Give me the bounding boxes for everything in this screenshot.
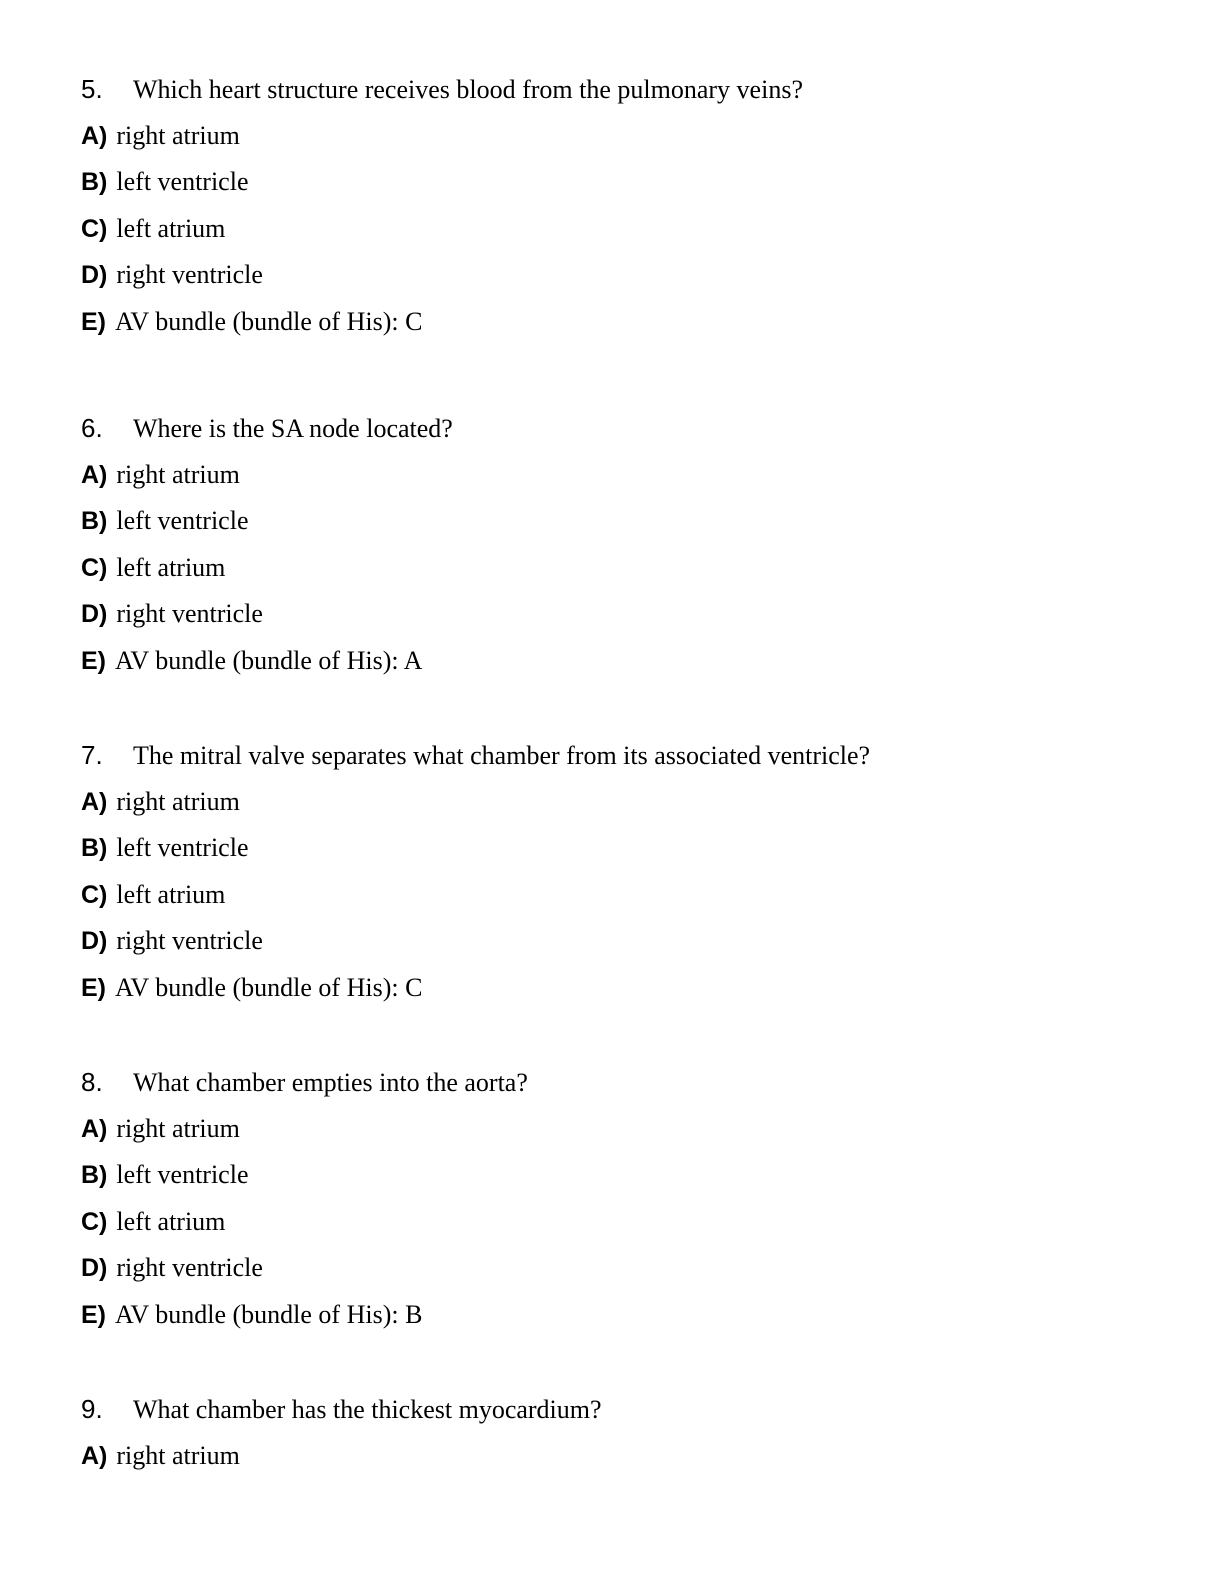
option-b <box>81 167 803 197</box>
option-letter: D) <box>81 927 108 956</box>
option-letter: C) <box>81 880 108 909</box>
option-letter: C) <box>81 1207 108 1236</box>
question-number: 8. <box>81 1067 103 1097</box>
option-letter: A) <box>81 121 108 150</box>
option-letter: D) <box>81 600 108 629</box>
option-letter: D) <box>81 1254 108 1283</box>
question-stem <box>81 413 453 443</box>
option-text: right atrium <box>116 120 240 150</box>
option-letter: A) <box>81 460 108 489</box>
option-text: right ventricle <box>116 260 263 290</box>
option-letter: A) <box>81 1114 108 1143</box>
option-a <box>81 1441 602 1471</box>
option-letter: C) <box>81 553 108 582</box>
question-text: What chamber empties into the aorta? <box>133 1068 528 1097</box>
option-letter: C) <box>81 214 108 243</box>
option-b <box>81 506 453 536</box>
question-text: What chamber has the thickest myocardium? <box>133 1395 602 1424</box>
question-stem <box>81 740 870 770</box>
question-text: Which heart structure receives blood from the pulmonary veins? <box>133 75 803 104</box>
option-text: left atrium <box>116 552 226 582</box>
question-number: 7. <box>81 740 103 770</box>
question-text: Where is the SA node located? <box>133 414 453 443</box>
option-text: left atrium <box>116 879 226 909</box>
question-stem <box>81 1067 528 1097</box>
option-text: right ventricle <box>116 926 263 956</box>
option-text: left ventricle <box>116 833 249 863</box>
question-number: 9. <box>81 1394 103 1424</box>
question-text: The mitral valve separates what chamber from its associated ventricle? <box>133 741 871 770</box>
option-letter: B) <box>81 507 108 536</box>
option-text: AV bundle (bundle of His): A <box>115 645 423 675</box>
option-letter: E) <box>81 646 106 675</box>
option-letter: A) <box>81 787 108 816</box>
option-letter: B) <box>81 834 108 863</box>
option-text: left atrium <box>116 213 226 243</box>
option-d <box>81 926 870 956</box>
option-text: right atrium <box>116 1440 240 1470</box>
option-text: AV bundle (bundle of His): C <box>115 972 423 1002</box>
option-text: left ventricle <box>116 506 249 536</box>
question-number: 5. <box>81 74 103 104</box>
option-e <box>81 307 803 337</box>
option-letter: E) <box>81 973 106 1002</box>
option-text: left ventricle <box>116 1160 249 1190</box>
option-e <box>81 973 870 1003</box>
option-c <box>81 880 870 910</box>
question-number: 6. <box>81 413 103 443</box>
option-b <box>81 833 870 863</box>
option-letter: B) <box>81 1161 108 1190</box>
option-text: AV bundle (bundle of His): C <box>115 306 423 336</box>
option-a <box>81 787 870 817</box>
option-text: right ventricle <box>116 599 263 629</box>
option-letter: B) <box>81 168 108 197</box>
question-stem <box>81 74 803 104</box>
option-text: right atrium <box>116 459 240 489</box>
option-c <box>81 214 803 244</box>
question-8 <box>81 1067 528 1330</box>
option-letter: D) <box>81 261 108 290</box>
option-letter: A) <box>81 1441 108 1470</box>
question-5 <box>81 74 803 337</box>
option-a <box>81 121 803 151</box>
option-d <box>81 1253 528 1283</box>
option-e <box>81 1300 528 1330</box>
option-d <box>81 260 803 290</box>
option-text: right atrium <box>116 786 240 816</box>
question-9 <box>81 1394 602 1471</box>
option-a <box>81 1114 528 1144</box>
option-text: left atrium <box>116 1206 226 1236</box>
option-letter: E) <box>81 307 106 336</box>
question-6 <box>81 413 453 676</box>
option-a <box>81 460 453 490</box>
question-7 <box>81 740 870 1003</box>
option-letter: E) <box>81 1300 106 1329</box>
option-text: right ventricle <box>116 1253 263 1283</box>
option-e <box>81 646 453 676</box>
question-stem <box>81 1394 602 1424</box>
option-text: right atrium <box>116 1113 240 1143</box>
option-text: left ventricle <box>116 167 249 197</box>
option-c <box>81 1207 528 1237</box>
option-c <box>81 553 453 583</box>
option-d <box>81 599 453 629</box>
option-b <box>81 1160 528 1190</box>
option-text: AV bundle (bundle of His): B <box>115 1299 423 1329</box>
